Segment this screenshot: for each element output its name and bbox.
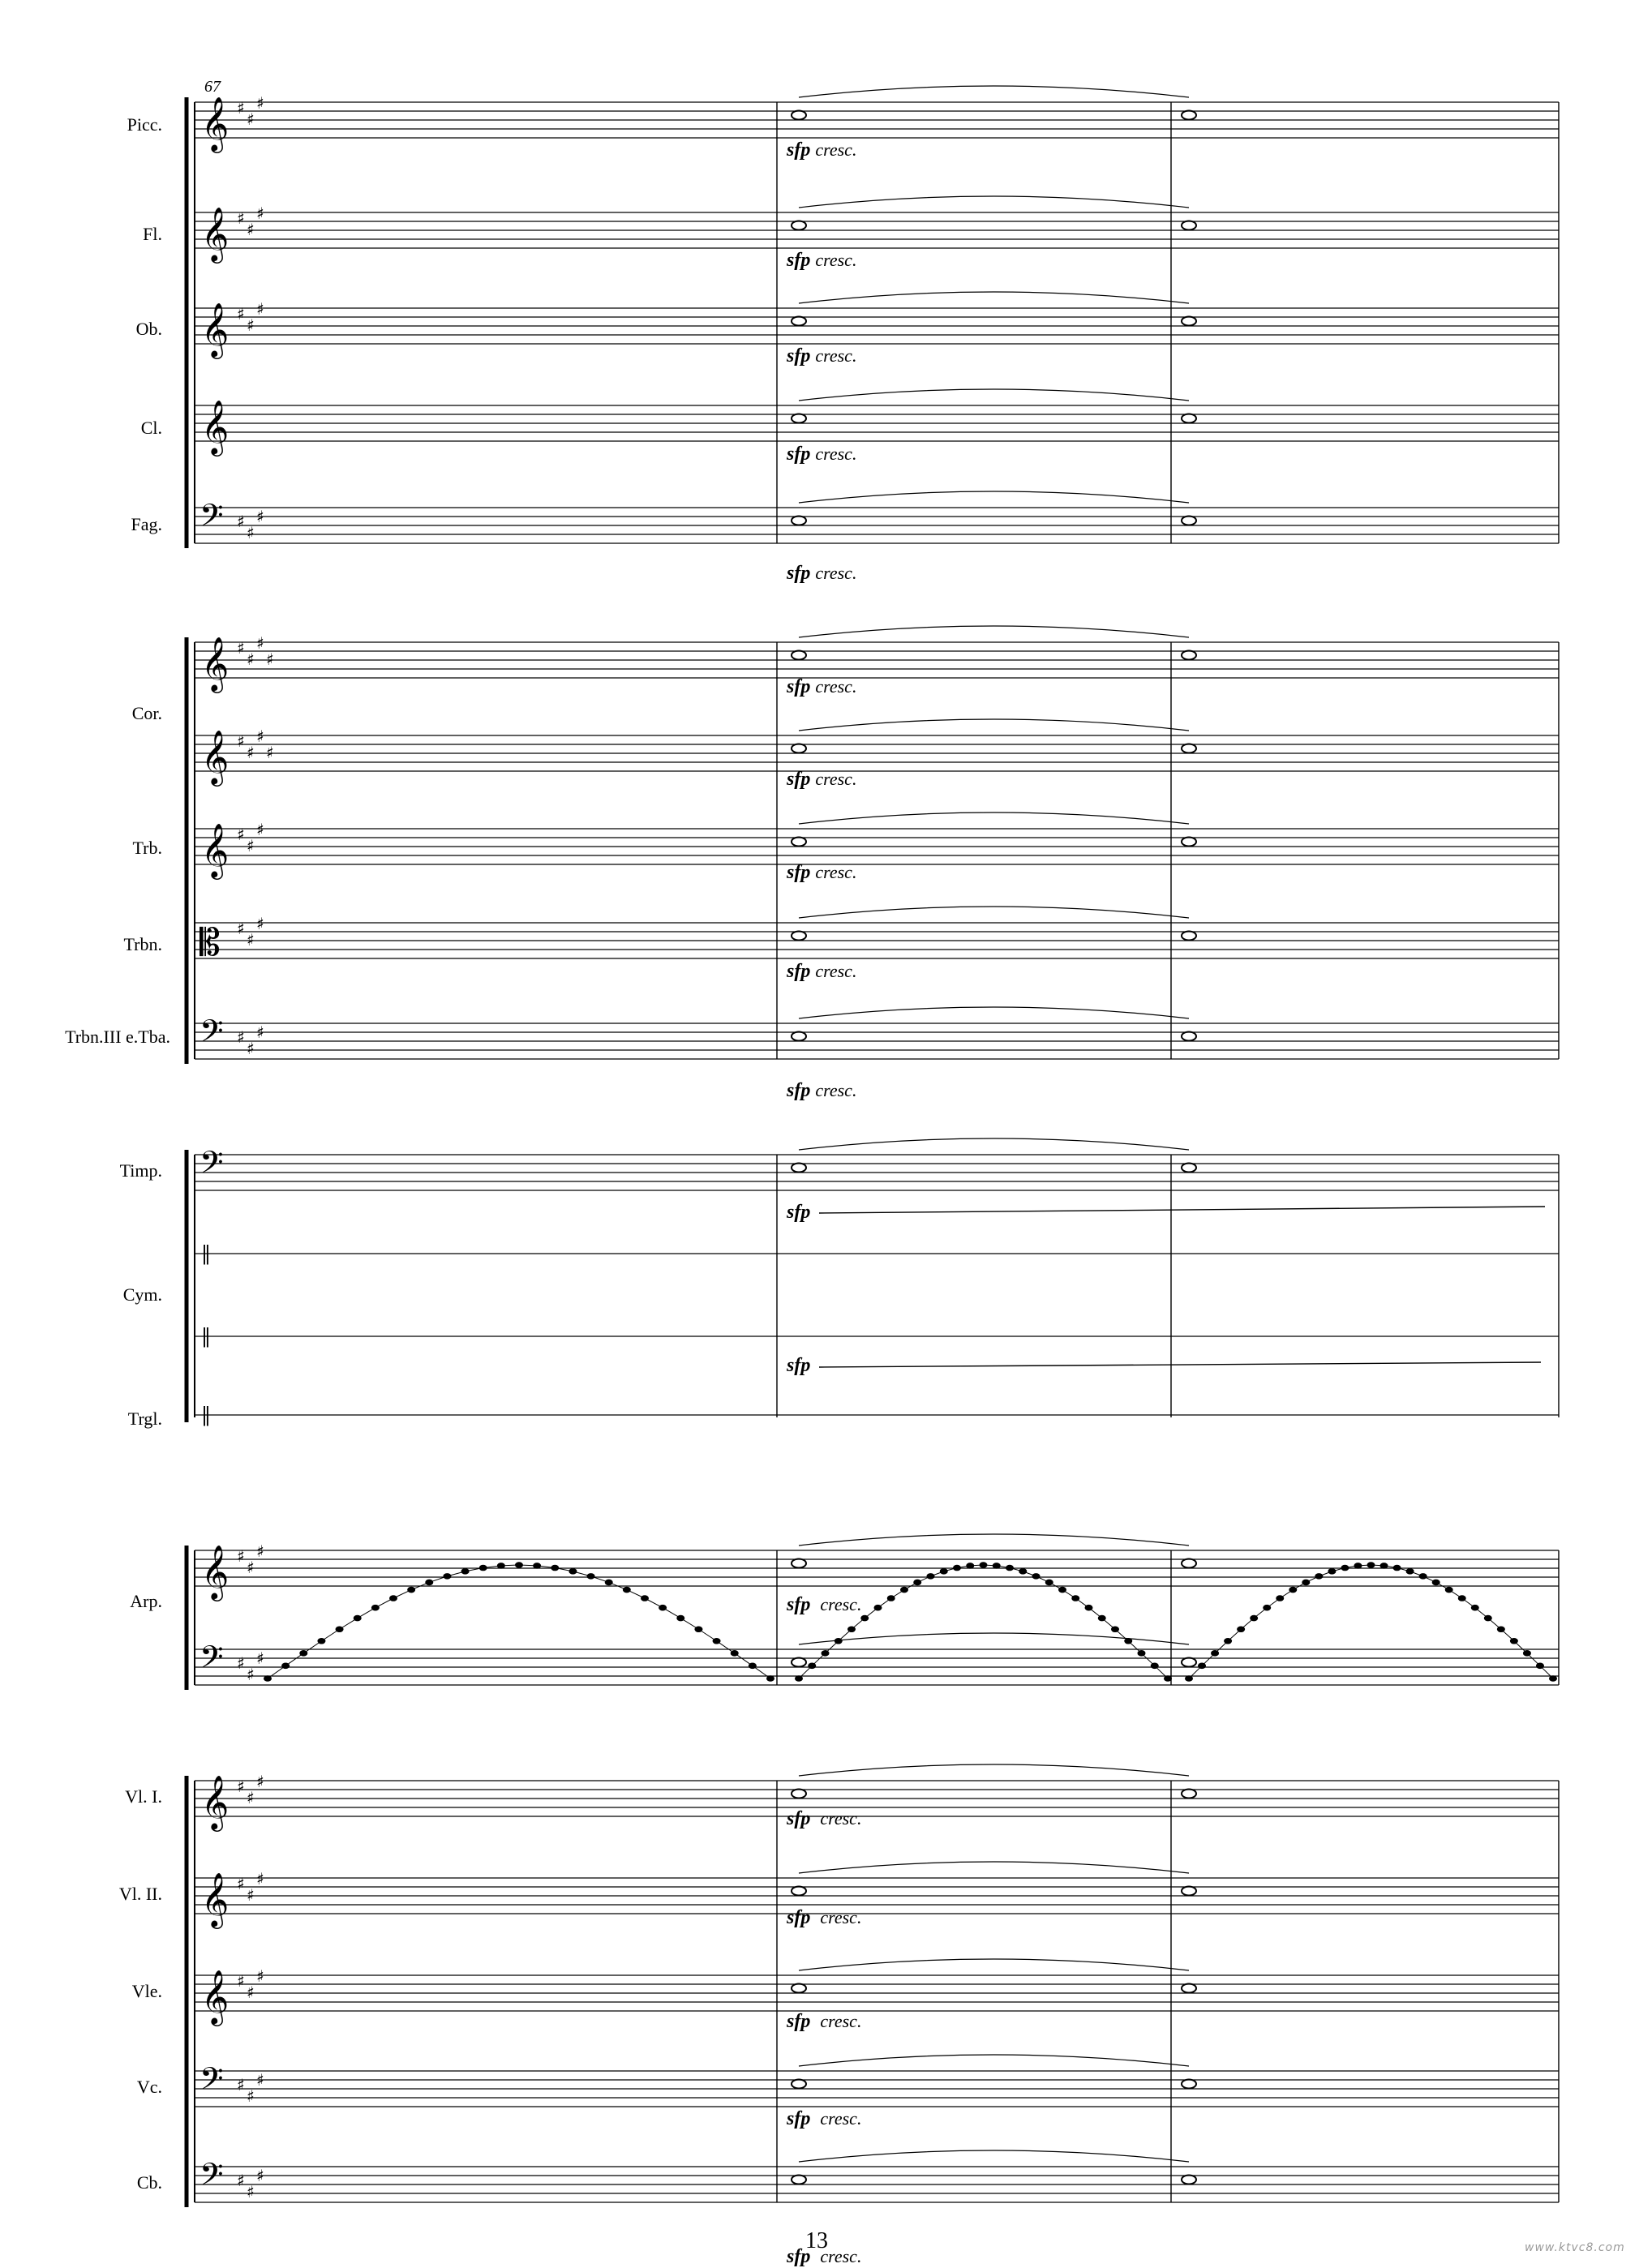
whole-note — [792, 1984, 806, 1993]
measure-number: 67 — [204, 78, 221, 96]
key-sharp: ♯ — [237, 512, 245, 531]
key-sharp: ♯ — [247, 1885, 255, 1905]
dynamic-trombone: sfp cresc. — [787, 961, 857, 982]
whole-note — [792, 1887, 806, 1896]
key-sharp: ♯ — [237, 1027, 245, 1047]
key-sharp: ♯ — [247, 2182, 255, 2202]
dynamic-viola: sfp cresc. — [787, 2011, 862, 2032]
whole-note — [1182, 2176, 1196, 2184]
whole-note — [1182, 111, 1196, 120]
percussion-clef: ‖ — [201, 1325, 211, 1348]
treble-clef: 𝄞 — [201, 96, 230, 151]
treble-clef: 𝄞 — [201, 1871, 230, 1927]
key-sharp: ♯ — [247, 1039, 255, 1058]
key-sharp: ♯ — [237, 919, 245, 938]
key-sharp: ♯ — [237, 2075, 245, 2094]
key-sharp: ♯ — [256, 1023, 264, 1042]
whole-note — [792, 1790, 806, 1799]
dynamic-clarinet: sfp cresc. — [787, 444, 857, 465]
key-sharp: ♯ — [247, 930, 255, 950]
key-sharp: ♯ — [247, 220, 255, 239]
whole-note — [792, 1658, 806, 1667]
key-sharp: ♯ — [256, 914, 264, 933]
tie-curve — [799, 626, 1189, 637]
label-violin-2: Vl. II. — [118, 1884, 162, 1904]
harp-beam — [268, 1565, 770, 1678]
key-sharp: ♯ — [247, 1983, 255, 2002]
key-sharp: ♯ — [237, 2171, 245, 2190]
whole-note — [1182, 1887, 1196, 1896]
key-sharp: ♯ — [237, 98, 245, 118]
key-sharp: ♯ — [256, 2070, 264, 2090]
key-sharp: ♯ — [266, 650, 274, 669]
dynamic-violin-1: sfp cresc. — [787, 1808, 862, 1829]
key-sharp: ♯ — [256, 93, 264, 113]
whole-note — [1182, 517, 1196, 525]
dynamic-violin-2: sfp cresc. — [787, 1907, 862, 1928]
dynamic-trombone-tuba: sfp cresc. — [787, 1080, 857, 1101]
label-piccolo: Picc. — [127, 114, 162, 135]
cresc-line — [819, 1207, 1545, 1213]
label-harp: Arp. — [130, 1591, 162, 1611]
dynamic-contrabass: sfp cresc. — [787, 2246, 862, 2267]
whole-note — [792, 517, 806, 525]
tie-curve — [799, 719, 1189, 731]
dynamic-bassoon: sfp cresc. — [787, 563, 857, 584]
key-sharp: ♯ — [247, 2086, 255, 2106]
whole-note — [792, 221, 806, 230]
whole-note — [792, 317, 806, 326]
page-number: 13 — [805, 2228, 828, 2253]
key-sharp: ♯ — [247, 1558, 255, 1577]
label-bassoon: Fag. — [131, 514, 162, 534]
key-sharp: ♯ — [237, 825, 245, 844]
whole-note — [792, 414, 806, 423]
treble-clef: 𝄞 — [201, 206, 230, 261]
bass-clef: 𝄢 — [200, 2060, 224, 2104]
treble-clef: 𝄞 — [201, 729, 230, 784]
treble-clef: 𝄞 — [201, 399, 230, 454]
key-sharp: ♯ — [237, 638, 245, 658]
whole-note — [1182, 2080, 1196, 2089]
tie-curve — [799, 1007, 1189, 1018]
tie-curve — [799, 1534, 1189, 1546]
key-sharp: ♯ — [237, 1546, 245, 1566]
key-sharp: ♯ — [256, 2166, 264, 2185]
whole-note — [1182, 1790, 1196, 1799]
percussion-clef: ‖ — [201, 1404, 211, 1426]
label-trombone: Trbn. — [123, 934, 162, 954]
label-trumpet: Trb. — [132, 838, 162, 858]
whole-note — [1182, 317, 1196, 326]
key-sharp: ♯ — [247, 650, 255, 669]
key-sharp: ♯ — [256, 727, 264, 746]
key-sharp: ♯ — [247, 743, 255, 762]
whole-note — [1182, 744, 1196, 753]
tie-curve — [799, 1138, 1189, 1150]
key-sharp: ♯ — [237, 1971, 245, 1991]
dynamic-piccolo: sfp cresc. — [787, 139, 857, 161]
key-sharp: ♯ — [247, 315, 255, 335]
key-sharp: ♯ — [256, 1541, 264, 1561]
alto-clef: 𝄡 — [200, 920, 221, 964]
dynamic-flute: sfp cresc. — [787, 250, 857, 271]
bass-clef: 𝄢 — [200, 2156, 224, 2200]
label-clarinet: Cl. — [140, 418, 162, 438]
dynamic-timpani: sfp — [787, 1202, 811, 1223]
percussion-clef: ‖ — [201, 1242, 211, 1265]
whole-note — [792, 111, 806, 120]
tie-curve — [799, 1862, 1189, 1873]
whole-note — [792, 838, 806, 847]
treble-clef: 𝄞 — [201, 822, 230, 877]
label-horn: Cor. — [131, 703, 162, 723]
label-contrabass: Cb. — [136, 2172, 162, 2193]
key-sharp: ♯ — [266, 743, 274, 762]
tie-curve — [799, 86, 1189, 97]
bass-clef: 𝄢 — [200, 497, 224, 541]
dynamic-horn-2: sfp cresc. — [787, 769, 857, 790]
key-sharp: ♯ — [237, 1653, 245, 1673]
whole-note — [792, 651, 806, 660]
dynamic-cello: sfp cresc. — [787, 2108, 862, 2129]
label-flute: Fl. — [143, 224, 162, 244]
cresc-line — [819, 1362, 1541, 1367]
whole-note — [1182, 1032, 1196, 1041]
whole-note — [1182, 1164, 1196, 1173]
watermark: www.ktvc8.com — [1525, 2241, 1625, 2254]
whole-note — [1182, 651, 1196, 660]
label-oboe: Ob. — [135, 319, 162, 339]
tie-curve — [799, 292, 1189, 303]
tie-curve — [799, 907, 1189, 918]
treble-clef: 𝄞 — [201, 302, 230, 357]
key-sharp: ♯ — [256, 507, 264, 526]
whole-note — [1182, 414, 1196, 423]
treble-clef: 𝄞 — [201, 1969, 230, 2024]
key-sharp: ♯ — [256, 204, 264, 223]
tie-curve — [799, 1764, 1189, 1776]
whole-note — [792, 744, 806, 753]
label-timpani: Timp. — [119, 1160, 162, 1181]
whole-note — [1182, 1559, 1196, 1568]
treble-clef: 𝄞 — [201, 1774, 230, 1829]
key-sharp: ♯ — [237, 304, 245, 324]
whole-note — [1182, 1984, 1196, 1993]
key-sharp: ♯ — [256, 1966, 264, 1986]
tie-curve — [799, 389, 1189, 401]
tie-curve — [799, 2055, 1189, 2066]
label-trombone-tuba: Trbn.III e.Tba. — [65, 1027, 170, 1047]
label-cello: Vc. — [136, 2077, 162, 2097]
key-sharp: ♯ — [256, 299, 264, 319]
key-sharp: ♯ — [256, 1648, 264, 1668]
treble-clef: 𝄞 — [201, 636, 230, 691]
tie-curve — [799, 491, 1189, 503]
whole-note — [1182, 932, 1196, 941]
dynamic-harp: sfp cresc. — [787, 1594, 862, 1615]
key-sharp: ♯ — [237, 208, 245, 228]
label-triangle: Trgl. — [127, 1408, 162, 1429]
dynamic-trumpet: sfp cresc. — [787, 862, 857, 883]
key-sharp: ♯ — [237, 1874, 245, 1893]
bass-clef: 𝄢 — [200, 1013, 224, 1057]
tie-curve — [799, 196, 1189, 208]
key-sharp: ♯ — [247, 1788, 255, 1807]
key-sharp: ♯ — [247, 523, 255, 542]
whole-note — [792, 932, 806, 941]
key-sharp: ♯ — [256, 1772, 264, 1791]
bass-clef: 𝄢 — [200, 1144, 224, 1188]
key-sharp: ♯ — [247, 1665, 255, 1684]
whole-note — [792, 1032, 806, 1041]
key-sharp: ♯ — [237, 731, 245, 751]
dynamic-oboe: sfp cresc. — [787, 345, 857, 367]
harp-beam — [799, 1565, 1168, 1678]
whole-note — [792, 2176, 806, 2184]
dynamic-horn: sfp cresc. — [787, 676, 857, 697]
key-sharp: ♯ — [247, 836, 255, 855]
key-sharp: ♯ — [256, 633, 264, 653]
tie-curve — [799, 1959, 1189, 1970]
whole-note — [792, 1164, 806, 1173]
bass-clef: 𝄢 — [200, 1639, 224, 1683]
label-cymbals: Cym. — [122, 1284, 162, 1305]
key-sharp: ♯ — [247, 109, 255, 129]
harp-beam — [1189, 1565, 1553, 1678]
whole-note — [1182, 1658, 1196, 1667]
treble-clef: 𝄞 — [201, 1544, 230, 1599]
whole-note — [1182, 838, 1196, 847]
whole-note — [1182, 221, 1196, 230]
label-viola: Vle. — [131, 1981, 162, 2001]
label-violin-1: Vl. I. — [125, 1786, 162, 1807]
dynamic-cymbals: sfp — [787, 1355, 811, 1376]
tie-curve — [799, 2150, 1189, 2162]
whole-note — [792, 1559, 806, 1568]
whole-note — [792, 2080, 806, 2089]
tie-curve — [799, 812, 1189, 824]
key-sharp: ♯ — [237, 1777, 245, 1796]
key-sharp: ♯ — [256, 820, 264, 839]
key-sharp: ♯ — [256, 1869, 264, 1889]
